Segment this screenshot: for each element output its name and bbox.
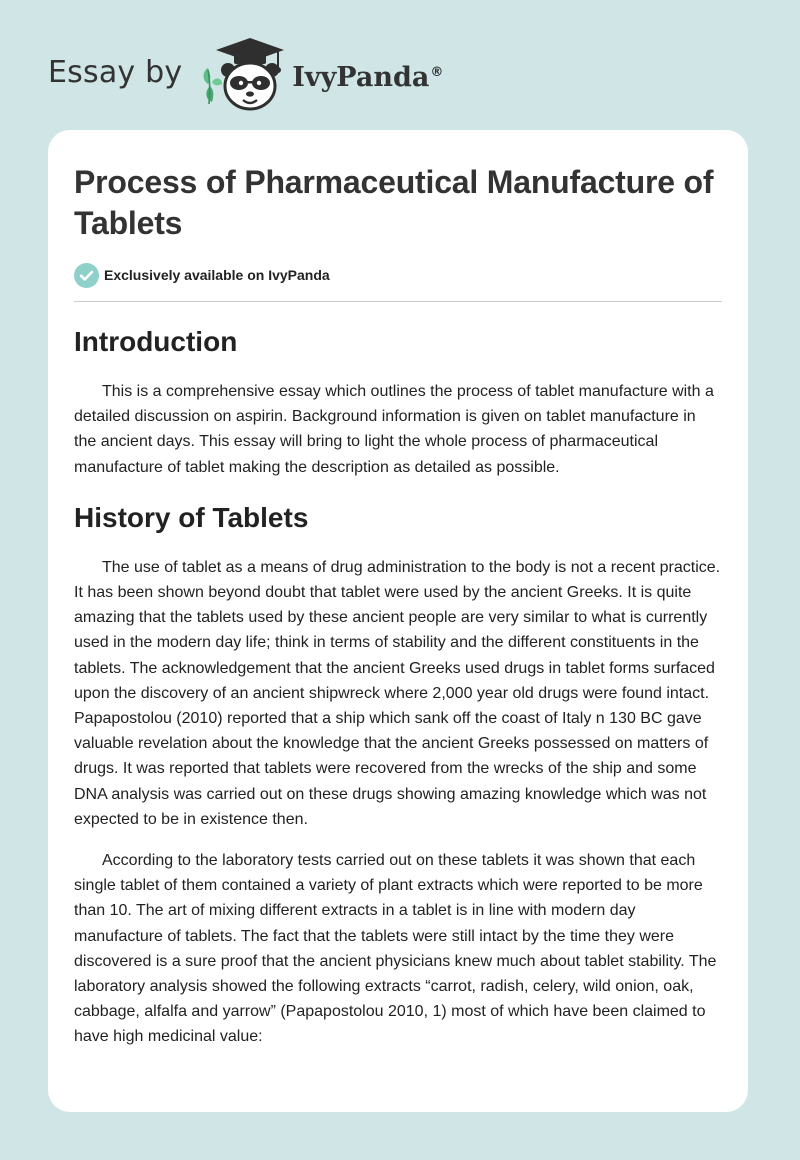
brand-name[interactable] <box>292 62 443 93</box>
section-heading: History of Tablets <box>74 501 309 533</box>
ivy-leaf-icon <box>204 68 223 104</box>
paragraph: The use of tablet as a means of drug administration to the body is not a recent practice. It has been shown beyond doubt that tablet were used by the ancient Greeks. It is quite amazing that the tablets used by these ancient people are very similar to what is currently used in the modern day life; think in terms of stability and the different constituents in the tablets. The acknowledgement that the ancient Greeks used drugs in tablet forms surfaced upon the discovery of an ancient shipwreck where 2,000 year old drugs were found intact. Papapostolou (2010) reported that a ship which sank off the coast of Italy n 130 BC gave valuable revelation about the knowledge that the ancient Greeks possessed on matters of drugs. It was reported that tablets were recovered from the wrecks of the ship and some DNA analysis was carried out on these drugs showing amazing knowledge which was not expected to be in existence then. <box>74 558 721 828</box>
exclusive-badge-text: Exclusively available on IvyPanda <box>104 267 330 283</box>
section-heading: Introduction <box>74 326 238 357</box>
exclusive-badge <box>74 262 722 288</box>
essay-card <box>48 130 748 1112</box>
panda-graduate-icon[interactable] <box>198 34 290 114</box>
registered-mark: ® <box>430 64 444 80</box>
section-introduction <box>74 326 722 480</box>
essay-title: Process of Pharmaceutical Manufacture of Tablets <box>74 164 714 241</box>
brand-name-text: IvyPanda <box>292 61 430 93</box>
site-header <box>48 34 443 114</box>
title-divider <box>74 301 722 302</box>
check-circle-icon <box>74 263 99 288</box>
section-history-of-tablets <box>74 502 722 1050</box>
brand-prefix: Essay by <box>48 54 183 90</box>
paragraph: This is a comprehensive essay which outlines the process of tablet manufacture with a detailed discussion on aspirin. Background information is given on tablet manufacture in the ancient days. This essay will bring to light the whole process of pharmaceutical manufacture of tablet making the description as detailed as possible. <box>74 383 714 476</box>
paragraph: According to the laboratory tests carried out on these tablets it was shown that each single tablet of them contained a variety of plant extracts which were reported to be more than 10. The art of mixing different extracts in a tablet is in line with modern day manufacture of tablets. The fact that the tablets were still intact by the time they were discovered is a sure proof that the ancient physicians knew much about tablet stability. The laboratory analysis showed the following extracts “carrot, radish, celery, wild onion, oak, cabbage, alfalfa and yarrow” (Papapostolou 2010, 1) most of which have been claimed to have high medicinal value: <box>74 852 717 1046</box>
